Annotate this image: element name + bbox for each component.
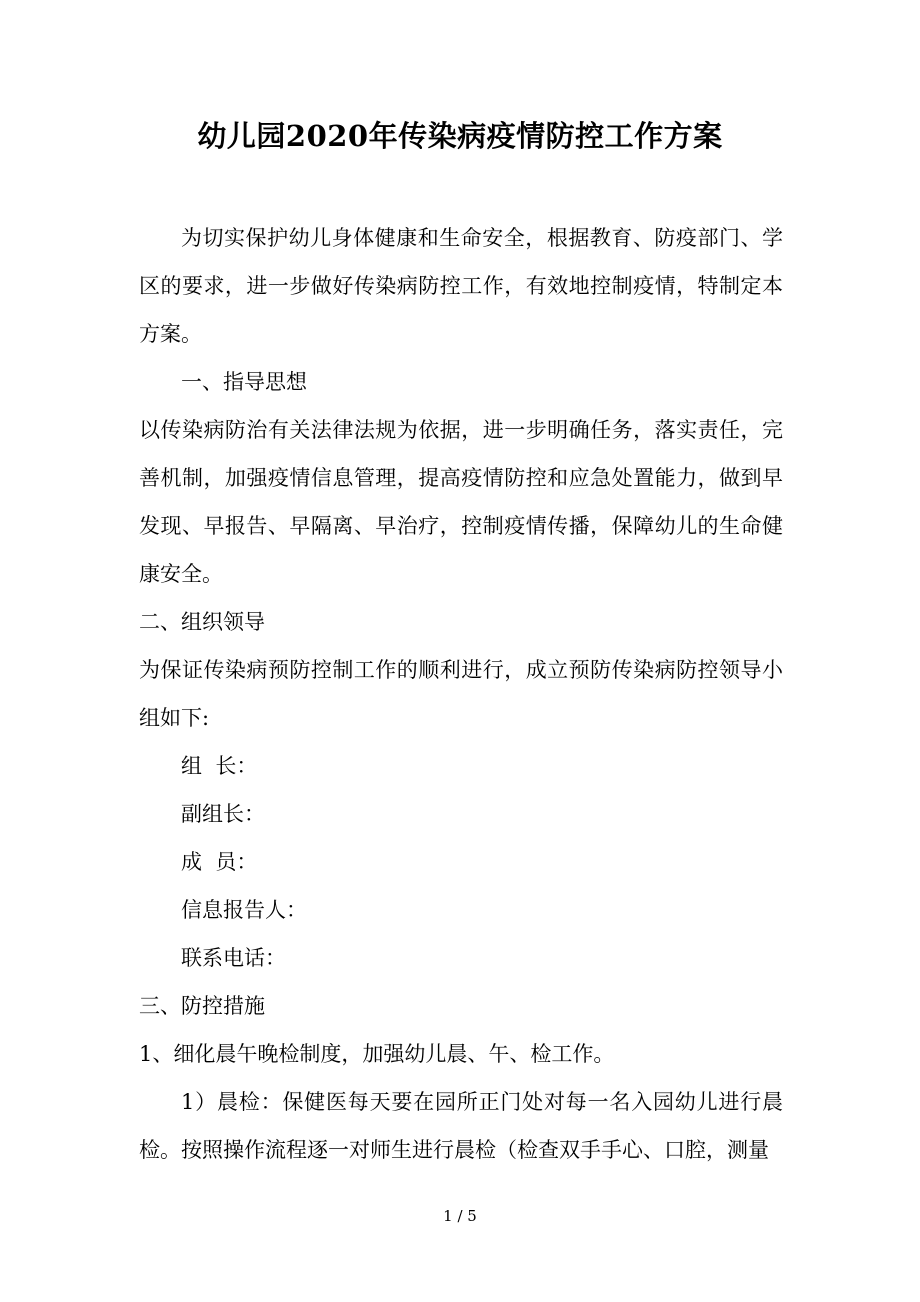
section-heading-guiding-ideology: 一、指导思想: [181, 370, 307, 394]
role-leader: 组 长：: [181, 754, 258, 778]
role-members: 成 员：: [181, 850, 258, 874]
measure-item-1-sub-1: 1）晨检：保健医每天要在园所正门处对每一名入园幼儿进行晨检。按照操作流程逐一对师生进行晨检（检查双手手心、口腔，测量: [139, 1090, 783, 1162]
role-contact-phone: 联系电话：: [181, 946, 286, 970]
page-number: 1 / 5: [443, 1207, 477, 1225]
document-body: [139, 214, 783, 1174]
section-heading-measures: 三、防控措施: [139, 994, 265, 1018]
section-heading-organization: 二、组织领导: [139, 610, 265, 634]
intro-paragraph: 为切实保护幼儿身体健康和生命安全，根据教育、防疫部门、学区的要求，进一步做好传染病防控工作，有效地控制疫情，特制定本方案。: [139, 226, 783, 346]
role-deputy-leader: 副组长：: [181, 802, 265, 826]
section-body-guiding-ideology: 以传染病防治有关法律法规为依据，进一步明确任务，落实责任，完善机制，加强疫情信息管理，提高疫情防控和应急处置能力，做到早发现、早报告、早隔离、早治疗，控制疫情传播，保障幼儿的生命健康安全。: [139, 418, 783, 586]
role-info-reporter: 信息报告人：: [181, 898, 307, 922]
document-title: 幼儿园2020年传染病疫情防控工作方案: [197, 119, 723, 153]
measure-item-1: 1、细化晨午晚检制度，加强幼儿晨、午、检工作。: [139, 1042, 615, 1066]
section-body-organization: 为保证传染病预防控制工作的顺利进行，成立预防传染病防控领导小组如下:: [139, 658, 783, 730]
